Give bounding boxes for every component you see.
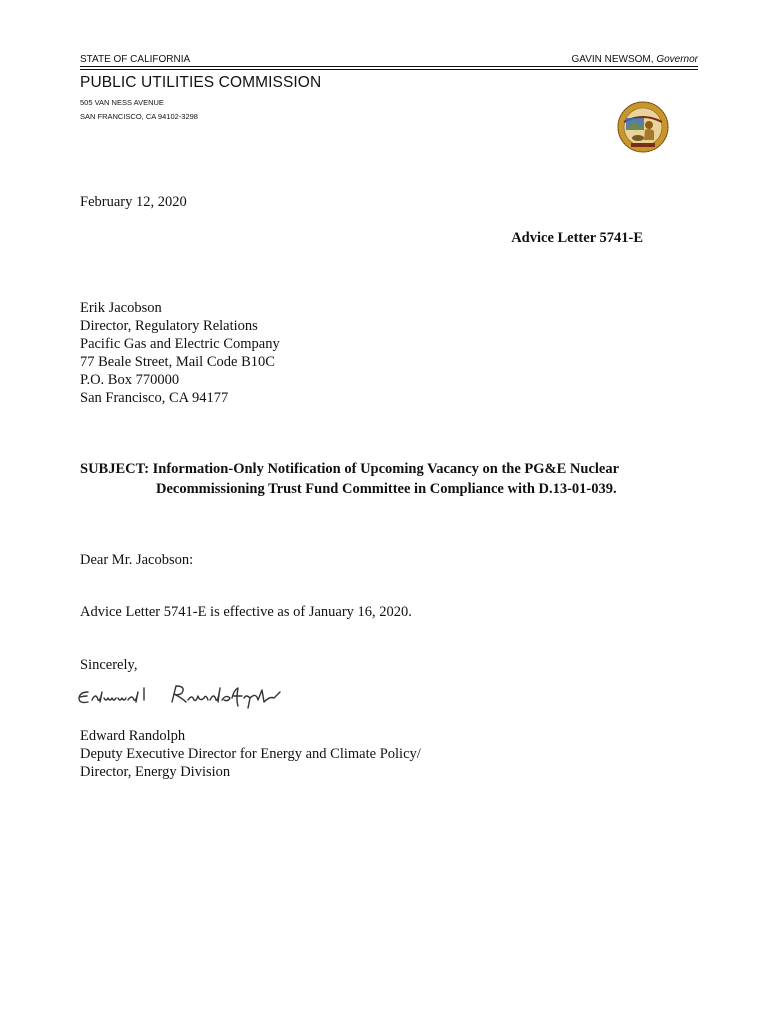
california-state-seal-icon: [616, 100, 670, 156]
addressee-name: Erik Jacobson: [80, 300, 162, 316]
letter-date: February 12, 2020: [80, 194, 187, 210]
signer-division: Director, Energy Division: [80, 764, 231, 780]
agency-address-street: 505 VAN NESS AVENUE: [80, 98, 164, 107]
agency-address-city: SAN FRANCISCO, CA 94102-3298: [80, 112, 198, 121]
handwritten-signature: [74, 680, 294, 710]
subject-line-continued: Decommissioning Trust Fund Committee in Compliance with D.13-01-039.: [156, 481, 617, 497]
addressee-block: [80, 299, 280, 407]
signer-block: [80, 727, 421, 781]
governor-title: Governor: [656, 54, 698, 65]
advice-letter-number: Advice Letter 5741-E: [511, 230, 643, 246]
governor-name: GAVIN NEWSOM,: [571, 54, 654, 65]
letterhead-rule-bottom: [80, 69, 698, 70]
addressee-title: Director, Regulatory Relations: [80, 318, 258, 334]
addressee-city: San Francisco, CA 94177: [80, 390, 229, 406]
letter-body: Advice Letter 5741-E is effective as of January 16, 2020.: [80, 604, 412, 620]
governor-line: [571, 54, 698, 65]
signer-title: Deputy Executive Director for Energy and Climate Policy/: [80, 746, 421, 762]
addressee-company: Pacific Gas and Electric Company: [80, 336, 280, 352]
subject-line: SUBJECT: Information-Only Notification of Upcoming Vacancy on the PG&E Nuclear: [80, 461, 620, 477]
agency-name: PUBLIC UTILITIES COMMISSION: [80, 74, 322, 91]
letterhead-rule-top: [80, 66, 698, 67]
addressee-po-box: P.O. Box 770000: [80, 372, 180, 388]
signer-name: Edward Randolph: [80, 728, 186, 744]
addressee-street: 77 Beale Street, Mail Code B10C: [80, 354, 275, 370]
salutation: Dear Mr. Jacobson:: [80, 552, 194, 568]
closing: Sincerely,: [80, 657, 138, 673]
state-name: STATE OF CALIFORNIA: [80, 54, 191, 65]
